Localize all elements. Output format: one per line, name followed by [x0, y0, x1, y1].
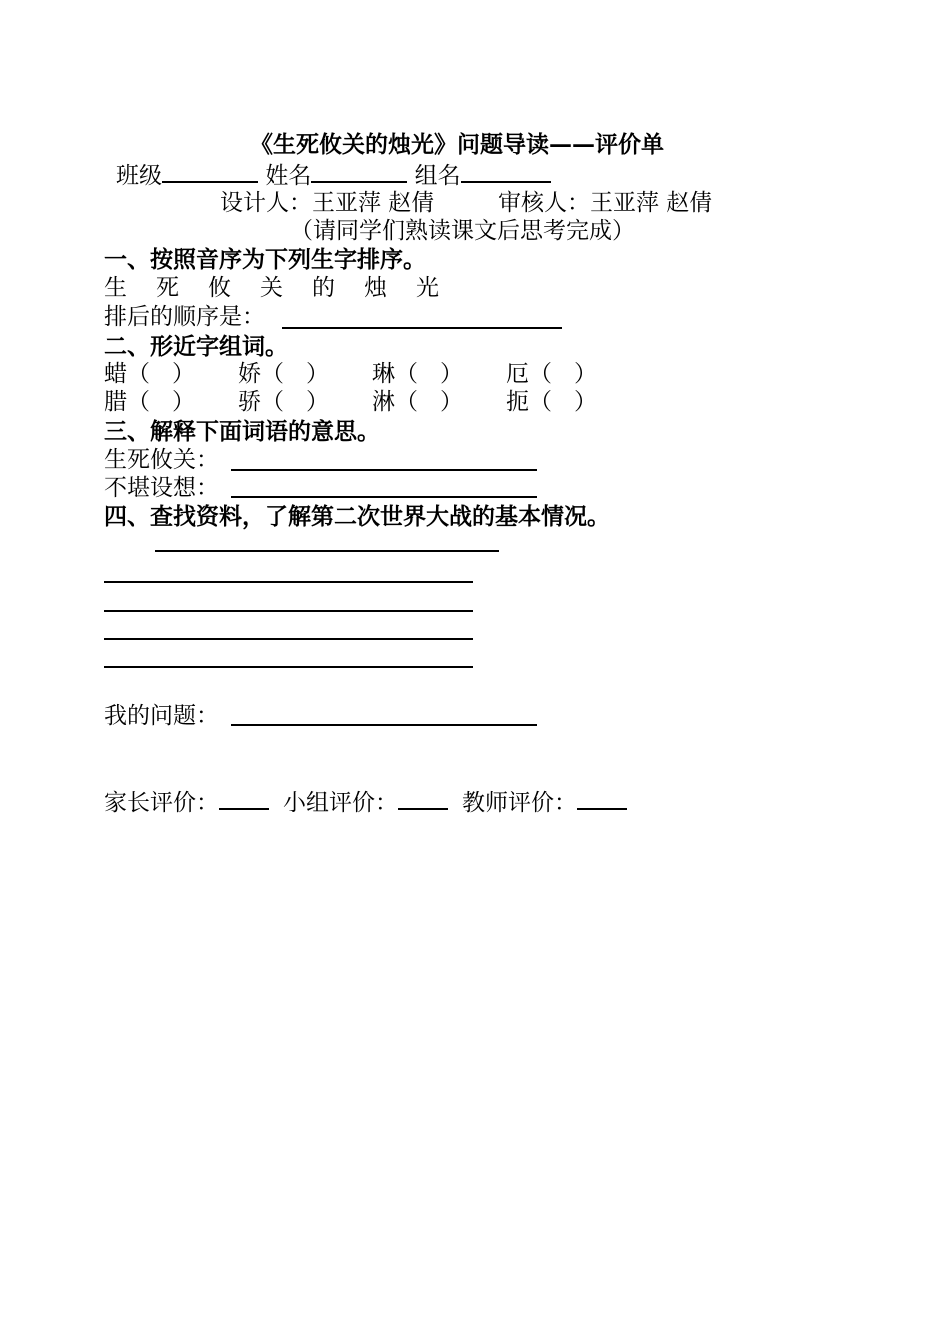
group-blank[interactable]: [461, 161, 551, 183]
question-label: 我的问题：: [104, 703, 219, 729]
section3-heading: 三、解释下面词语的意思。: [104, 418, 380, 445]
word-pair-item: [506, 388, 640, 416]
section4-blank-line[interactable]: [104, 581, 473, 583]
class-label: 班级: [116, 163, 162, 189]
group-label: 组名: [414, 163, 461, 189]
group-eval-blank[interactable]: [398, 788, 448, 810]
teacher-eval-blank[interactable]: [577, 788, 627, 810]
paren-close: ）: [440, 361, 463, 387]
parent-eval-blank[interactable]: [219, 788, 269, 810]
char: 厄: [506, 361, 529, 387]
word-pair-item: [372, 360, 506, 388]
evaluation-line: [104, 788, 627, 817]
paren-open: （: [395, 361, 418, 387]
word-pair-item: [372, 388, 506, 416]
char: 淋: [372, 389, 395, 415]
paren-close: ）: [306, 389, 329, 415]
page-title: 《生死攸关的烛光》问题导读——评价单: [250, 131, 664, 158]
class-blank[interactable]: [162, 161, 258, 183]
paren-close: ）: [172, 389, 195, 415]
section1-heading: 一、按照音序为下列生字排序。: [104, 246, 426, 273]
paren-open: （: [395, 389, 418, 415]
word-pair-item: [238, 388, 372, 416]
char-item: 生: [104, 275, 127, 301]
section4-heading: 四、查找资料，了解第二次世界大战的基本情况。: [104, 503, 610, 530]
question-blank[interactable]: [231, 724, 537, 726]
word-pair-item: [238, 360, 372, 388]
paren-open: （: [261, 361, 284, 387]
section1-answer-label: 排后的顺序是：: [104, 304, 265, 330]
char-item: 关: [260, 275, 283, 301]
paren-close: ）: [172, 361, 195, 387]
char-item: 的: [312, 275, 335, 301]
char: 蜡: [104, 361, 127, 387]
word-pair-item: [104, 388, 238, 416]
section2-row1: [104, 360, 640, 388]
paren-close: ）: [574, 361, 597, 387]
paren-open: （: [529, 389, 552, 415]
section1-answer-blank[interactable]: [282, 327, 562, 329]
paren-open: （: [529, 361, 552, 387]
section4-blank-line[interactable]: [104, 666, 473, 668]
char-item: 攸: [208, 275, 231, 301]
term2-label: 不堪设想：: [104, 475, 219, 501]
char: 腊: [104, 389, 127, 415]
paren-close: ）: [306, 361, 329, 387]
char-item: 烛: [364, 275, 387, 301]
char: 琳: [372, 361, 395, 387]
char: 扼: [506, 389, 529, 415]
instruction-note: （请同学们熟读课文后思考完成）: [290, 218, 635, 244]
term1-label: 生死攸关：: [104, 447, 219, 473]
section2-row2: [104, 388, 640, 416]
section4-blank-line[interactable]: [104, 610, 473, 612]
designer-text: 设计人：王亚萍 赵倩: [220, 190, 435, 216]
section4-blank-line[interactable]: [104, 638, 473, 640]
paren-open: （: [127, 389, 150, 415]
paren-open: （: [127, 361, 150, 387]
char: 娇: [238, 361, 261, 387]
name-blank[interactable]: [311, 161, 407, 183]
section2-heading: 二、形近字组词。: [104, 333, 288, 360]
paren-close: ）: [440, 389, 463, 415]
char-item: 光: [416, 275, 439, 301]
group-eval-label: 小组评价：: [283, 790, 398, 816]
word-pair-item: [104, 360, 238, 388]
section4-blank-line[interactable]: [155, 550, 499, 552]
name-label: 姓名: [265, 163, 312, 189]
paren-open: （: [261, 389, 284, 415]
teacher-eval-label: 教师评价：: [462, 790, 577, 816]
word-pair-item: [506, 360, 640, 388]
char: 骄: [238, 389, 261, 415]
char-item: 死: [156, 275, 179, 301]
term1-blank[interactable]: [231, 469, 537, 471]
paren-close: ）: [574, 389, 597, 415]
reviewer-text: 审核人：王亚萍 赵倩: [498, 190, 713, 216]
parent-eval-label: 家长评价：: [104, 790, 219, 816]
section1-chars: [104, 274, 468, 302]
student-info-line: [116, 161, 551, 190]
term2-blank[interactable]: [231, 496, 537, 498]
